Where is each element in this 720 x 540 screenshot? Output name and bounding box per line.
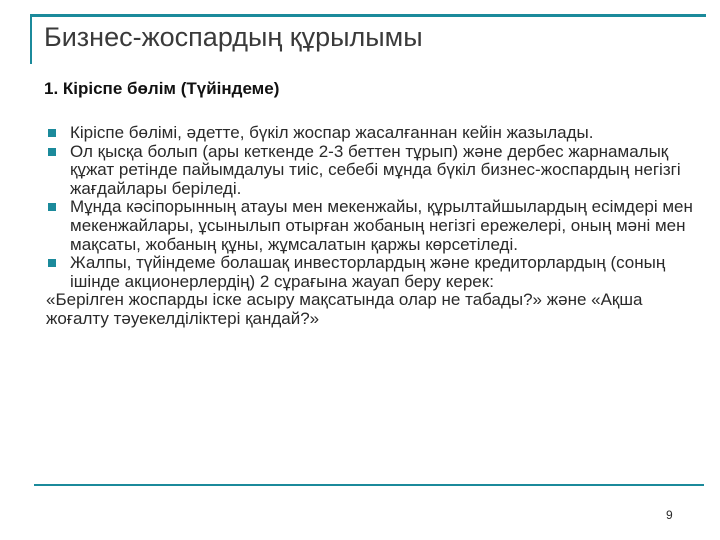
- bullet-item: [46, 124, 706, 143]
- bullet-list: [46, 124, 706, 291]
- bullet-square-icon: [48, 259, 56, 267]
- left-rule: [30, 14, 32, 64]
- bullet-text: Жалпы, түйіндеме болашақ инвесторлардың және кредиторлардың (соның ішінде акционерлердің) 2 сұрағына жауап беру керек:: [70, 253, 666, 291]
- slide-subtitle: 1. Кіріспе бөлім (Түйіндеме): [44, 79, 280, 98]
- bullet-square-icon: [48, 129, 56, 137]
- top-rule: [30, 14, 706, 17]
- bullet-text: Мұнда кәсіпорынның атауы мен мекенжайы, құрылтайшылардың есімдері мен мекенжайлары, ұсынылып отырған жобаның негізгі ережелері, оның мәні мен мақсаты, жобаның құны, жұмсалатын қаржы көрсетіледі.: [70, 197, 693, 254]
- bottom-rule: [34, 484, 704, 486]
- page-number: 9: [666, 508, 673, 522]
- bullet-text: Кіріспе бөлімі, әдетте, бүкіл жоспар жасалғаннан кейін жазылады.: [70, 123, 594, 142]
- bullet-square-icon: [48, 148, 56, 156]
- bullet-square-icon: [48, 203, 56, 211]
- bullet-item: [46, 254, 706, 291]
- closing-text: «Берілген жоспарды іске асыру мақсатында олар не табады?» және «Ақша жоғалту тәуекелділіктері қандай?»: [46, 290, 643, 328]
- bullet-text: Ол қысқа болып (ары кеткенде 2-3 беттен тұрып) және дербес жарнамалық құжат ретінде пайымдалуы тиіс, себебі мұнда бүкіл бизнес-жоспардың негізгі жағдайлары беріледі.: [70, 141, 681, 198]
- bullet-item: [46, 198, 706, 254]
- slide-content: [46, 124, 706, 329]
- bullet-item: [46, 143, 706, 199]
- slide-title: Бизнес-жоспардың құрылымы: [44, 22, 423, 52]
